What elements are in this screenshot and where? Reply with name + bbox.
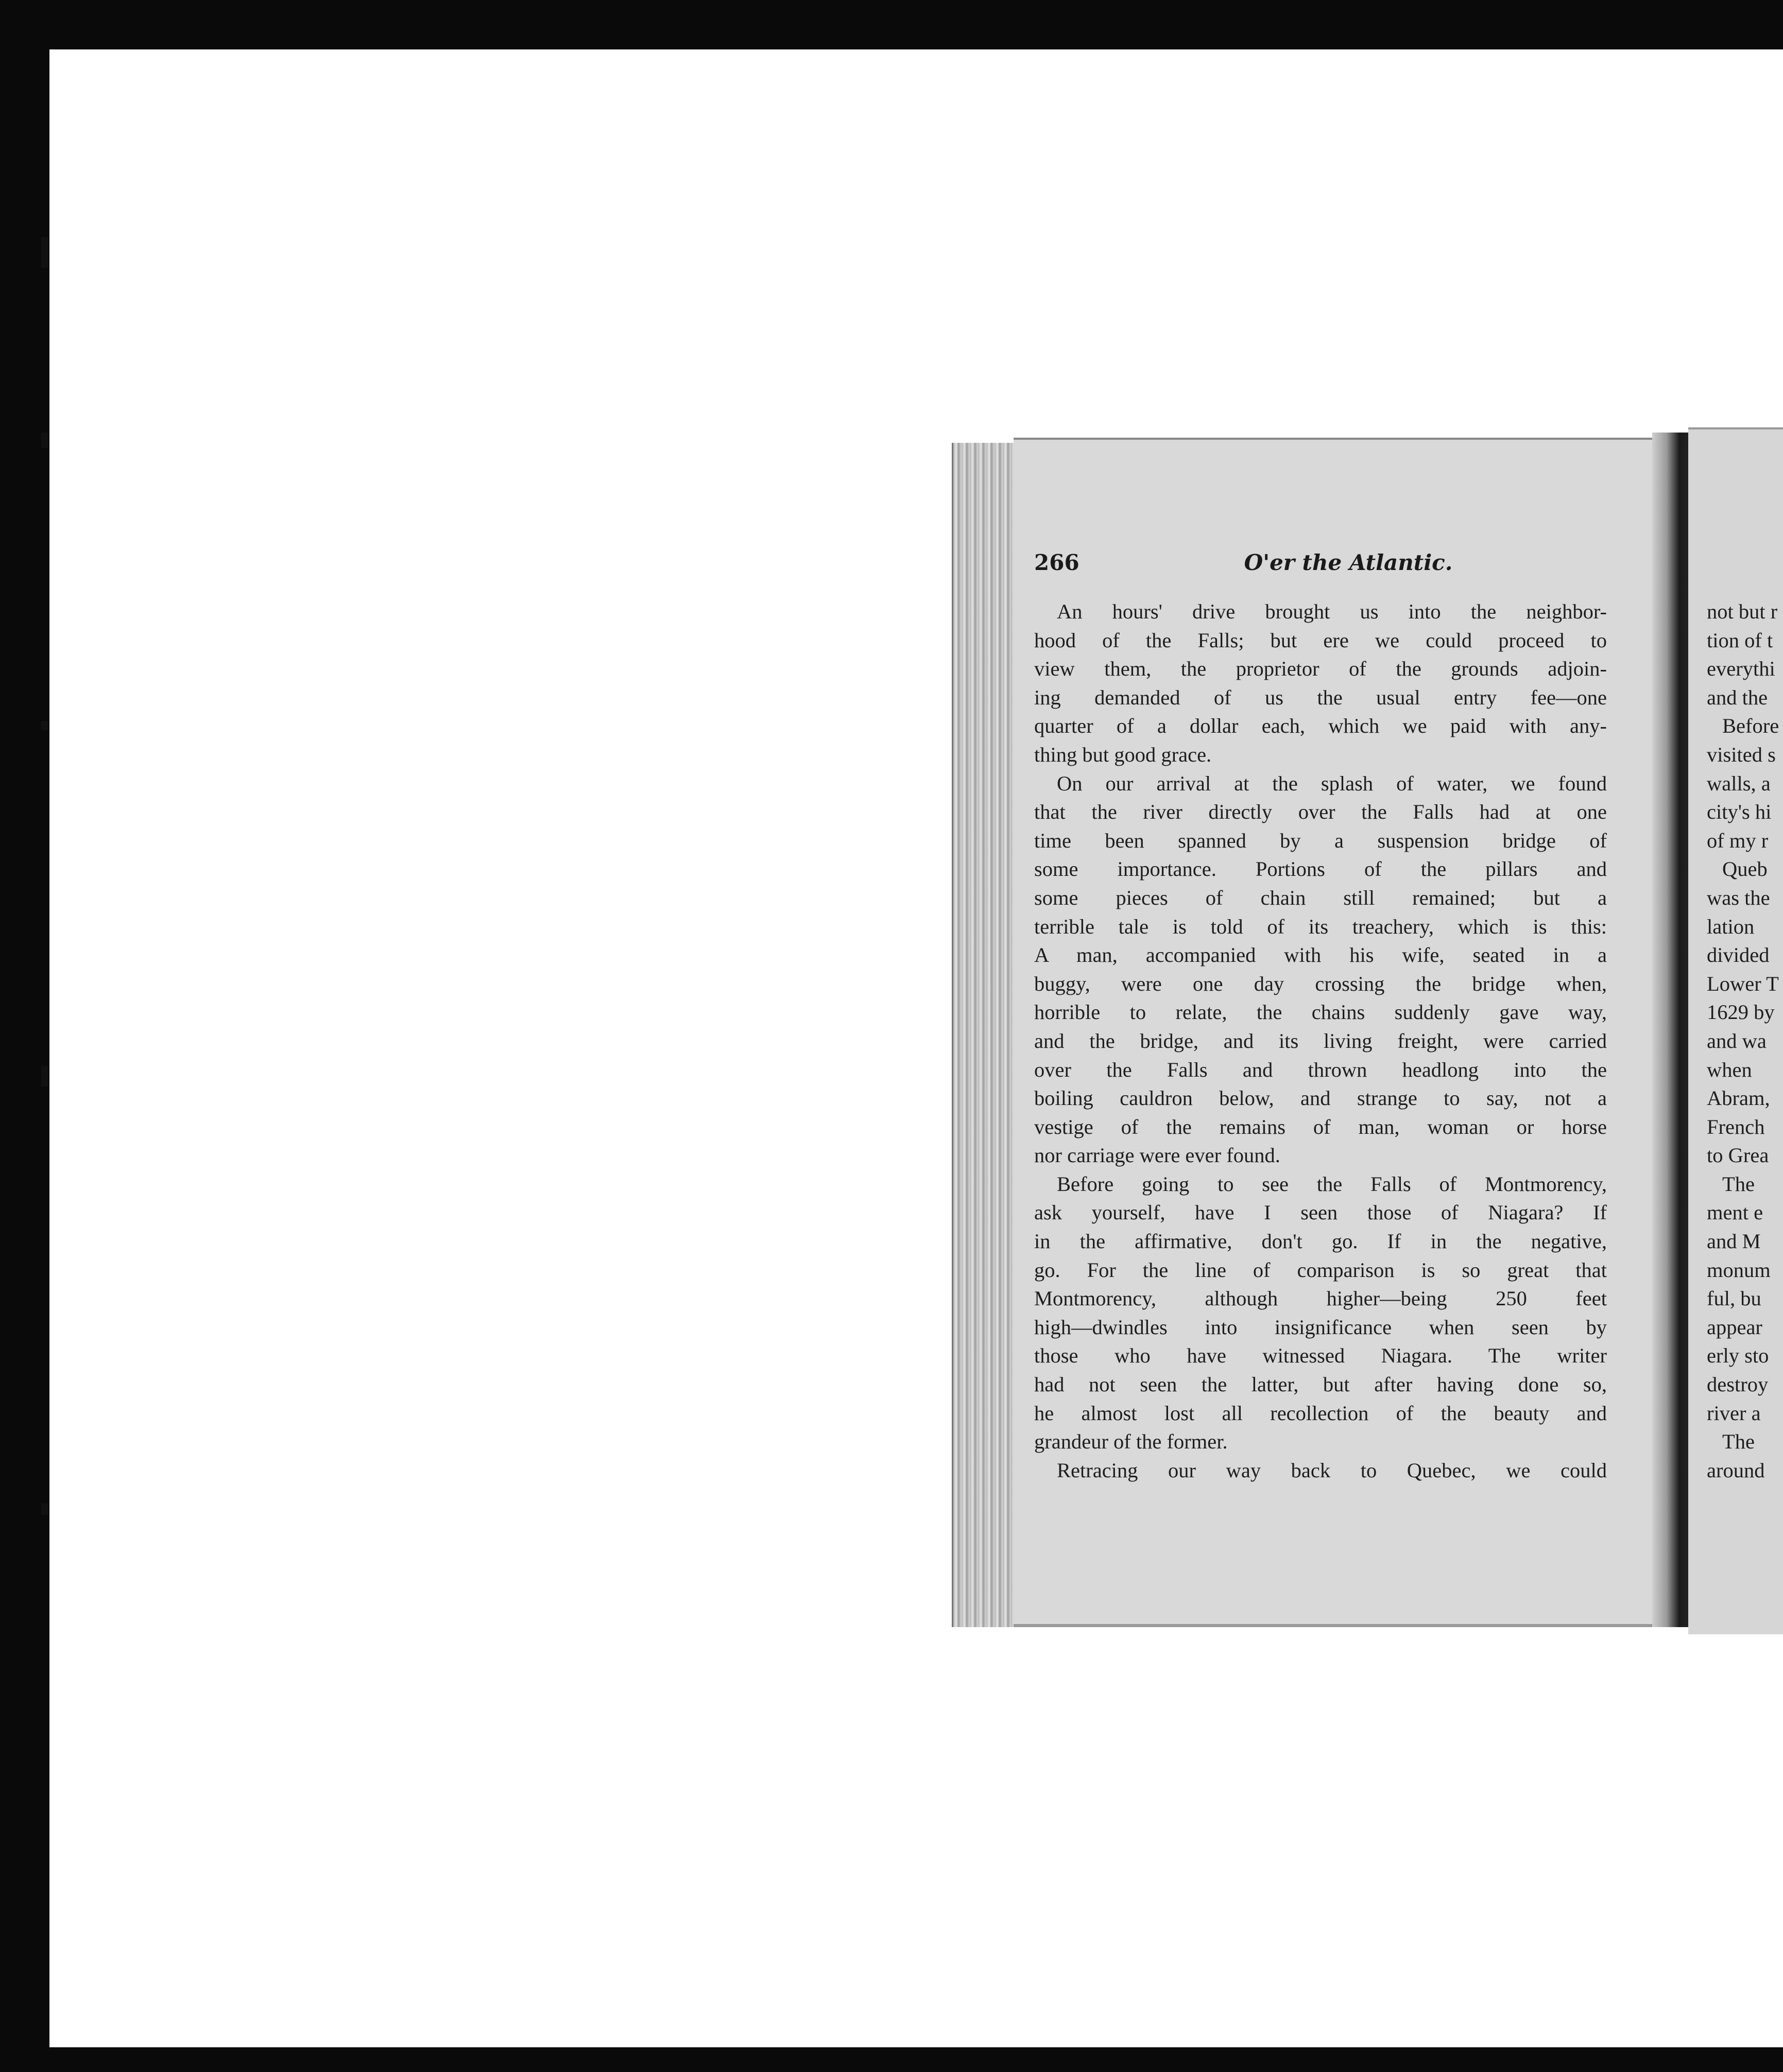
text-line: An hours' drive brought us into the neighbor-: [1057, 600, 1607, 623]
text-line: divided: [1707, 943, 1770, 967]
text-line: tion of t: [1707, 628, 1773, 652]
text-line: city's hi: [1707, 800, 1772, 824]
text-line: vestige of the remains of man, woman or horse: [1034, 1115, 1607, 1138]
text-line: time been spanned by a suspension bridge of: [1034, 828, 1607, 852]
text-line: and the bridge, and its living freight, were carried: [1034, 1029, 1607, 1052]
text-line: 1629 by: [1707, 1000, 1775, 1024]
text-line: was the: [1707, 886, 1770, 909]
text-line: he almost lost all recollection of the beauty and: [1034, 1401, 1607, 1425]
text-line: in the affirmative, don't go. If in the negative,: [1034, 1230, 1607, 1253]
text-line: Montmorency, although higher—being 250 feet: [1034, 1287, 1607, 1310]
text-line: over the Falls and thrown headlong into the: [1034, 1058, 1607, 1081]
text-line: A man, accompanied with his wife, seated in a: [1034, 943, 1607, 967]
text-line: destroy: [1707, 1373, 1769, 1396]
text-line: some importance. Portions of the pillars and: [1034, 857, 1607, 881]
text-line: terrible tale is told of its treachery, which is this:: [1034, 914, 1607, 938]
text-line: Abram,: [1707, 1086, 1770, 1110]
text-line: quarter of a dollar each, which we paid with any-: [1034, 714, 1607, 738]
text-line: buggy, were one day crossing the bridge when,: [1034, 972, 1607, 995]
text-line: ment e: [1707, 1201, 1763, 1224]
text-line: lation: [1707, 914, 1755, 938]
text-line: The: [1722, 1172, 1755, 1196]
text-line: around: [1707, 1458, 1765, 1482]
text-line: On our arrival at the splash of water, we found: [1057, 771, 1607, 795]
text-line: French: [1707, 1115, 1765, 1138]
book-gutter: [1652, 433, 1688, 1627]
text-line: visited s: [1707, 743, 1776, 766]
right-page-text: [1707, 597, 1783, 1484]
text-line: of my r: [1707, 828, 1769, 852]
open-book: [952, 427, 1783, 1637]
text-line: and the: [1707, 685, 1768, 709]
text-line: Before: [1722, 714, 1779, 738]
text-line: and wa: [1707, 1029, 1767, 1052]
text-line: hood of the Falls; but ere we could proceed to: [1034, 628, 1607, 652]
text-line: ful, bu: [1707, 1287, 1761, 1310]
text-line: and M: [1707, 1230, 1761, 1253]
left-edge-marks: [41, 216, 48, 1915]
text-line: some pieces of chain still remained; but a: [1034, 886, 1607, 909]
text-line: Before going to see the Falls of Montmorency,: [1057, 1172, 1607, 1196]
book-title: O'er the Atlantic.: [1244, 550, 1453, 575]
text-line: high—dwindles into insignificance when seen by: [1034, 1315, 1607, 1339]
text-line: those who have witnessed Niagara. The writer: [1034, 1344, 1607, 1368]
text-line: everythi: [1707, 657, 1775, 681]
text-line: walls, a: [1707, 771, 1771, 795]
page-number: 266: [1034, 550, 1079, 575]
text-line: nor carriage were ever found.: [1034, 1144, 1280, 1167]
text-line: boiling cauldron below, and strange to say, not a: [1034, 1086, 1607, 1110]
text-line: Queb: [1722, 857, 1768, 881]
left-page-text: [1034, 597, 1607, 1484]
text-line: thing but good grace.: [1034, 743, 1212, 766]
text-line: view them, the proprietor of the grounds adjoin-: [1034, 657, 1607, 681]
text-line: The: [1722, 1430, 1755, 1454]
text-line: that the river directly over the Falls had at one: [1034, 800, 1607, 824]
text-line: ask yourself, have I seen those of Niagara? If: [1034, 1201, 1607, 1224]
text-line: monum: [1707, 1258, 1771, 1282]
running-head: [1034, 550, 1606, 581]
text-line: erly sto: [1707, 1344, 1769, 1368]
text-line: go. For the line of comparison is so great that: [1034, 1258, 1607, 1282]
text-line: grandeur of the former.: [1034, 1430, 1228, 1454]
page-fore-edge: [952, 443, 1020, 1627]
text-line: not but r: [1707, 600, 1778, 623]
text-line: to Grea: [1707, 1144, 1769, 1167]
text-line: when: [1707, 1058, 1752, 1081]
text-line: had not seen the latter, but after having done so,: [1034, 1373, 1607, 1396]
text-line: Retracing our way back to Quebec, we could: [1057, 1458, 1607, 1482]
text-line: horrible to relate, the chains suddenly gave way,: [1034, 1000, 1607, 1024]
text-line: ing demanded of us the usual entry fee—one: [1034, 685, 1607, 709]
text-line: Lower T: [1707, 972, 1779, 995]
text-line: river a: [1707, 1401, 1761, 1425]
text-line: appear: [1707, 1315, 1762, 1339]
